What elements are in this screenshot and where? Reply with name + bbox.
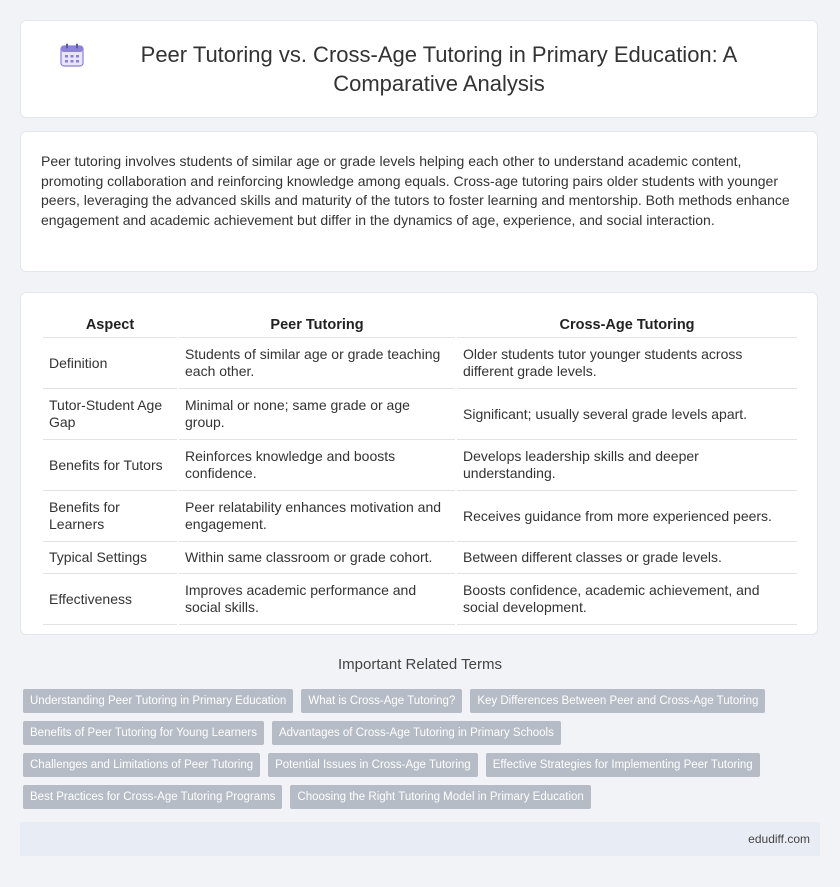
site-name[interactable]: edudiff.com (748, 832, 810, 846)
comparison-card (20, 292, 818, 635)
comparison-table (41, 315, 799, 625)
table-cell: Peer relatability enhances motivation and engagement. (179, 491, 455, 542)
table-row (43, 440, 797, 491)
table-cell: Older students tutor younger students across different grade levels. (457, 338, 797, 389)
column-header: Cross-Age Tutoring (457, 315, 797, 338)
table-cell: Benefits for Tutors (43, 440, 177, 491)
intro-text: Peer tutoring involves students of similar age or grade levels helping each other to understand academic content, promoting collaboration and reinforcing knowledge among equals. Cross-age tutoring pairs older students with younger peers, leveraging the advanced skills and maturity of the tutors to foster learning and mentorship. Both methods enhance engagement and academic achievement but differ in the dynamics of age, experience, and social interaction. (41, 153, 790, 228)
related-term-tag[interactable]: Choosing the Right Tutoring Model in Primary Education (290, 785, 590, 809)
related-terms-heading: Important Related Terms (338, 656, 502, 673)
related-terms-list (23, 689, 803, 817)
title-card (20, 20, 818, 118)
table-row (43, 491, 797, 542)
table-cell: Develops leadership skills and deeper understanding. (457, 440, 797, 491)
footer (20, 822, 820, 856)
related-term-tag[interactable]: What is Cross-Age Tutoring? (301, 689, 462, 713)
table-row (43, 338, 797, 389)
table-cell: Students of similar age or grade teaching each other. (179, 338, 455, 389)
table-cell: Minimal or none; same grade or age group. (179, 389, 455, 440)
table-row (43, 574, 797, 625)
related-term-tag[interactable]: Understanding Peer Tutoring in Primary Education (23, 689, 293, 713)
related-term-tag[interactable]: Challenges and Limitations of Peer Tutoring (23, 753, 260, 777)
table-cell: Typical Settings (43, 542, 177, 574)
table-header-row (43, 315, 797, 338)
table-cell: Effectiveness (43, 574, 177, 625)
table-row (43, 389, 797, 440)
related-term-tag[interactable]: Potential Issues in Cross-Age Tutoring (268, 753, 478, 777)
calendar-icon (59, 42, 85, 68)
related-term-tag[interactable]: Advantages of Cross-Age Tutoring in Primary Schools (272, 721, 561, 745)
table-cell: Definition (43, 338, 177, 389)
column-header: Aspect (43, 315, 177, 338)
column-header: Peer Tutoring (179, 315, 455, 338)
table-cell: Improves academic performance and social skills. (179, 574, 455, 625)
page-title: Peer Tutoring vs. Cross-Age Tutoring in Primary Education: A Comparative Analysis (140, 42, 738, 96)
table-cell: Boosts confidence, academic achievement, and social development. (457, 574, 797, 625)
title-wrap (59, 40, 779, 98)
intro-card (20, 131, 818, 272)
table-cell: Significant; usually several grade levels apart. (457, 389, 797, 440)
table-cell: Reinforces knowledge and boosts confidence. (179, 440, 455, 491)
related-term-tag[interactable]: Effective Strategies for Implementing Peer Tutoring (486, 753, 760, 777)
related-term-tag[interactable]: Best Practices for Cross-Age Tutoring Programs (23, 785, 282, 809)
table-cell: Between different classes or grade levels. (457, 542, 797, 574)
table-cell: Receives guidance from more experienced peers. (457, 491, 797, 542)
related-term-tag[interactable]: Benefits of Peer Tutoring for Young Learners (23, 721, 264, 745)
related-term-tag[interactable]: Key Differences Between Peer and Cross-Age Tutoring (470, 689, 765, 713)
table-cell: Within same classroom or grade cohort. (179, 542, 455, 574)
table-cell: Benefits for Learners (43, 491, 177, 542)
table-row (43, 542, 797, 574)
table-cell: Tutor-Student Age Gap (43, 389, 177, 440)
